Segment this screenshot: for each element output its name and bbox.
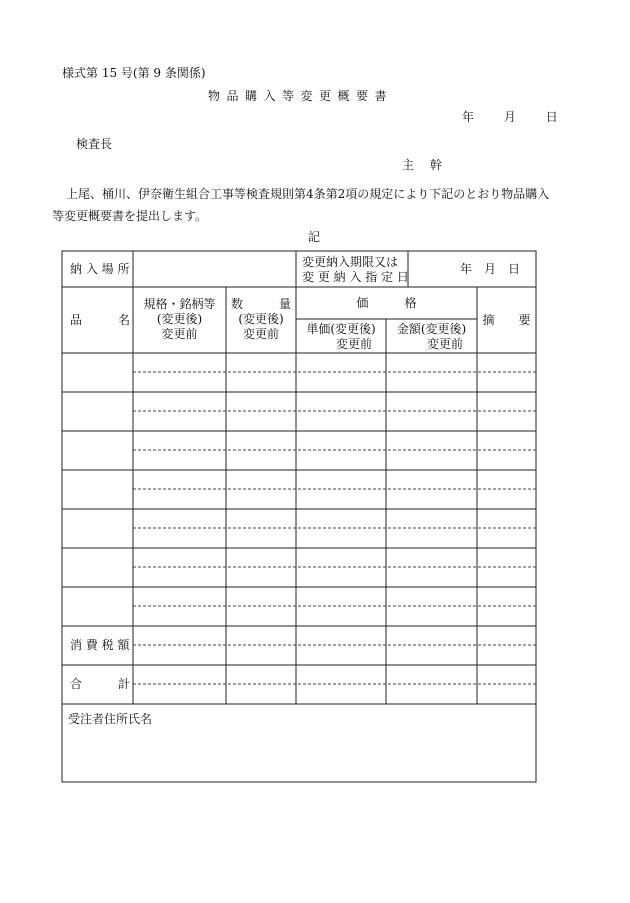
col-qty-line2: (変更後)	[238, 312, 284, 326]
change-deadline-label-line2: 変 更 納 入 指 定 日	[302, 270, 409, 284]
date-year: 年	[462, 110, 475, 124]
body-text: 上尾、桶川、伊奈衛生組合工事等検査規則第4条第2項の規定により下記のとおり物品購入等変更概要書を提出します。	[52, 187, 550, 223]
addressee: 検査長	[76, 137, 113, 151]
col-spec-line3: 変更前	[161, 327, 198, 341]
col-unit-price-line2: 変更前	[336, 337, 373, 351]
tax-label: 消 費 税 額	[70, 638, 130, 652]
col-spec-line2: (変更後)	[156, 312, 203, 326]
col-amount-line1: 金額(変更後)	[396, 322, 467, 336]
col-remarks: 摘 要	[482, 313, 531, 327]
form-number: 様式第 15 号(第 9 条関係)	[62, 66, 206, 80]
col-price: 価 格	[356, 296, 417, 310]
document-title: 物品購入等変更概要書	[208, 89, 394, 103]
header-date	[462, 110, 558, 124]
signer-title: 主 幹	[402, 158, 448, 172]
ki-label: 記	[308, 230, 321, 244]
col-qty-line1: 数 量	[230, 297, 291, 311]
contractor-label: 受注者住所氏名	[68, 712, 153, 726]
total-label: 合 計	[70, 677, 131, 691]
col-qty-line3: 変更前	[242, 327, 279, 341]
col-amount-line2: 変更前	[427, 337, 464, 351]
date-month: 月	[503, 110, 516, 124]
delivery-place-label: 納 入 場 所	[70, 262, 130, 276]
col-unit-price-line1: 単価(変更後)	[306, 322, 376, 336]
col-item-name: 品 名	[70, 313, 131, 327]
change-deadline-label-line1: 変更納入期限又は	[302, 255, 399, 269]
col-spec-line1: 規格・銘柄等	[143, 297, 216, 311]
date-day: 日	[545, 110, 558, 124]
deadline-date: 年 月 日	[460, 262, 521, 276]
